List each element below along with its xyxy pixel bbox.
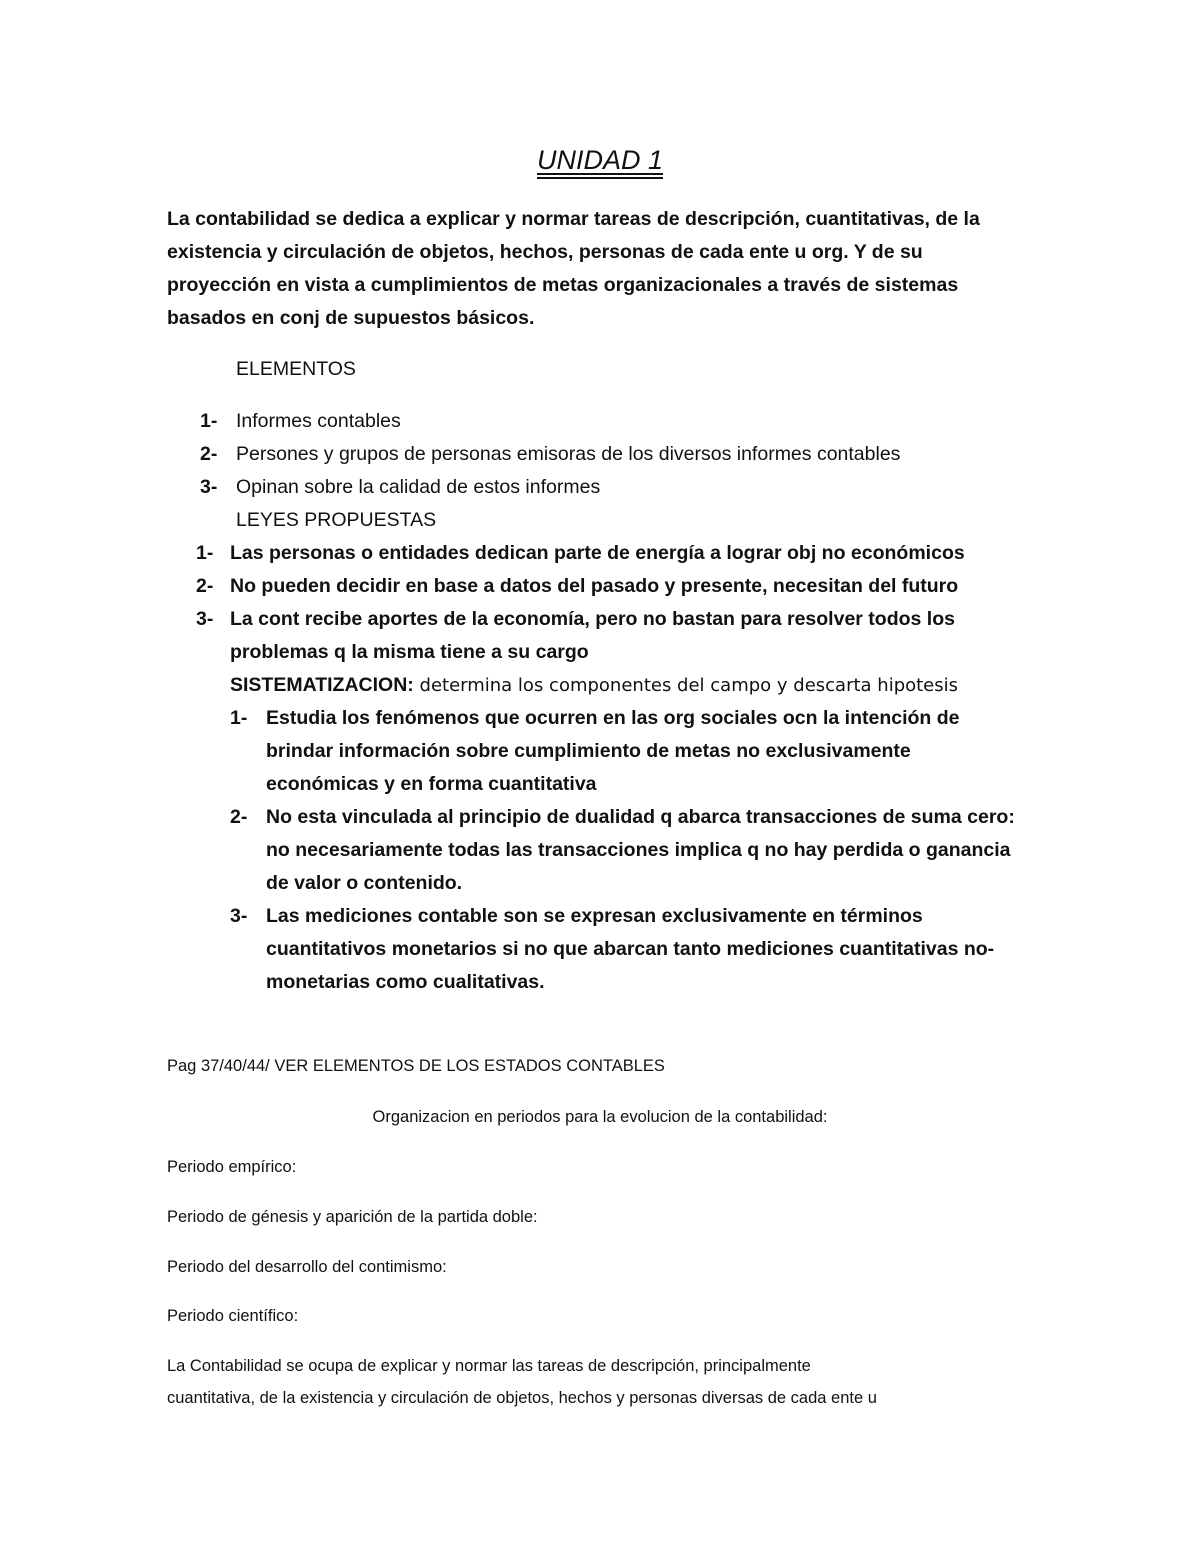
periodo-item: Periodo empírico: [167,1158,297,1176]
list-number: 1- [196,542,214,564]
sistematizacion-item-continuation: económicas y en forma cuantitativa [266,773,597,795]
intro-line: La contabilidad se dedica a explicar y normar tareas de descripción, cuantitativas, de la [167,208,980,230]
sistematizacion-item-continuation: no necesariamente todas las transacciones implica q no hay perdida o ganancia [266,839,1011,861]
sistematizacion-item-continuation: brindar información sobre cumplimiento de metas no exclusivamente [266,740,911,762]
list-number: 1- [200,410,218,432]
sistematizacion-item: Estudia los fenómenos que ocurren en las org sociales ocn la intención de [266,707,960,729]
leyes-heading: LEYES PROPUESTAS [236,509,437,531]
intro-line: proyección en vista a cumplimientos de metas organizacionales a través de sistemas [167,274,959,296]
periodo-item: Periodo de génesis y aparición de la partida doble: [167,1208,538,1226]
list-number: 3- [196,608,214,630]
pag-reference: Pag 37/40/44/ VER ELEMENTOS DE LOS ESTADOS CONTABLES [167,1057,665,1075]
sistematizacion-item: Las mediciones contable son se expresan exclusivamente en términos [266,905,923,927]
sistematizacion-item-continuation: de valor o contenido. [266,872,463,894]
leyes-item-continuation: problemas q la misma tiene a su cargo [230,641,589,663]
leyes-item: Las personas o entidades dedican parte de energía a lograr obj no económicos [230,542,965,564]
list-number: 2- [200,443,218,465]
elementos-item: Informes contables [236,410,401,432]
closing-line: La Contabilidad se ocupa de explicar y normar las tareas de descripción, principalmente [167,1357,811,1375]
intro-line: existencia y circulación de objetos, hechos, personas de cada ente u org. Y de su [167,241,923,263]
list-number: 2- [230,806,248,828]
elementos-item: Persones y grupos de personas emisoras de los diversos informes contables [236,443,901,465]
sistematizacion-line [230,674,958,697]
sistematizacion-item-continuation: cuantitativos monetarios si no que abarcan tanto mediciones cuantitativas no- [266,938,995,960]
intro-paragraph [167,203,1047,335]
elementos-item: Opinan sobre la calidad de estos informes [236,476,601,498]
leyes-item: No pueden decidir en base a datos del pasado y presente, necesitan del futuro [230,575,959,597]
sistematizacion-item: No esta vinculada al principio de dualidad q abarca transacciones de suma cero: [266,806,1015,828]
periodo-item: Periodo del desarrollo del contimismo: [167,1258,447,1276]
periodo-item: Periodo científico: [167,1307,299,1325]
sistematizacion-label: SISTEMATIZACION: [230,674,414,696]
list-number: 2- [196,575,214,597]
page-title: UNIDAD 1 [536,145,664,175]
sistematizacion-text: determina los componentes del campo y descarta hipotesis [413,675,959,696]
closing-line: cuantitativa, de la existencia y circulación de objetos, hechos y personas diversas de cada ente u [167,1389,877,1407]
intro-line: basados en conj de supuestos básicos. [167,307,535,329]
sistematizacion-item-continuation: monetarias como cualitativas. [266,971,545,993]
org-heading: Organizacion en periodos para la evolucion de la contabilidad: [372,1108,828,1126]
elementos-heading: ELEMENTOS [236,358,356,380]
leyes-item: La cont recibe aportes de la economía, pero no bastan para resolver todos los [230,608,955,630]
list-number: 3- [200,476,218,498]
list-number: 3- [230,905,248,927]
list-number: 1- [230,707,248,729]
